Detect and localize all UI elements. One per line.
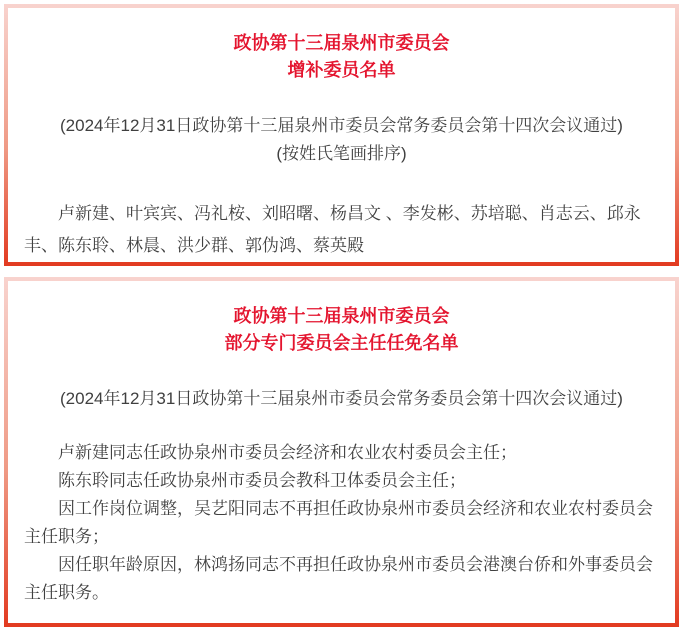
card2-removal-paragraph: 因任职年龄原因，林鸿扬同志不再担任政协泉州市委员会港澳台侨和外事委员会主任职务。 bbox=[24, 555, 653, 602]
card1-sort-note: (按姓氏笔画排序) bbox=[276, 144, 407, 163]
card2-title-line1: 政协第十三届泉州市委员会 bbox=[233, 306, 450, 326]
card2-meeting-approval-line: (2024年12月31日政协第十三届泉州市委员会常务委员会第十四次会议通过) bbox=[60, 389, 623, 408]
card2-title bbox=[8, 303, 675, 357]
announcement-card-committee-appointments bbox=[4, 277, 679, 627]
announcement-card-supplementary-members bbox=[4, 4, 679, 266]
card1-title bbox=[8, 30, 675, 84]
card1-title-line1: 政协第十三届泉州市委员会 bbox=[233, 33, 450, 53]
card2-appointment-paragraph: 卢新建同志任政协泉州市委员会经济和农业农村委员会主任； bbox=[58, 443, 517, 462]
card1-meeting-approval-line: (2024年12月31日政协第十三届泉州市委员会常务委员会第十四次会议通过) bbox=[60, 116, 623, 135]
card1-title-line2: 增补委员名单 bbox=[287, 60, 396, 80]
card2-content-area bbox=[8, 281, 675, 623]
card2-removal-paragraph: 因工作岗位调整，吴艺阳同志不再担任政协泉州市委员会经济和农业农村委员会主任职务； bbox=[24, 499, 653, 546]
card1-member-names: 卢新建、叶宾宾、冯礼桉、刘昭曙、杨昌文 、李发彬、苏培聪、肖志云、邱永丰、陈东聆、林晨、洪少群、郭伪鸿、蔡英殿 bbox=[24, 204, 641, 255]
card1-content-area bbox=[8, 8, 675, 262]
card2-title-line2: 部分专门委员会主任任免名单 bbox=[224, 333, 459, 353]
card2-appointment-paragraph: 陈东聆同志任政协泉州市委员会教科卫体委员会主任； bbox=[58, 471, 466, 490]
